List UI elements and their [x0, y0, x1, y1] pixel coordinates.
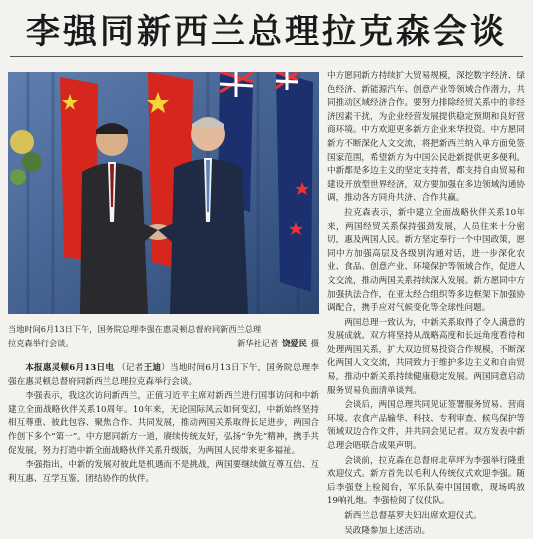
- lead-text: 当地时间6月13日下午，国务院总理李强在惠灵顿总督府同新西兰总理拉克森举行会谈。: [8, 363, 319, 387]
- caption-line-2: [8, 336, 319, 350]
- byline-suffix: ）: [161, 363, 171, 373]
- byline-prefix: （记者: [117, 363, 144, 373]
- paragraph: 李强指出，中新的发展对彼此是机遇而不是挑战，两国要继续做互尊互信、互利互惠、互学互鉴，团结协作的伙伴。: [8, 460, 319, 484]
- paragraph: 李强表示，我这次访问新西兰，正值习近平主席对新西兰进行国事访问和中新建立全面战略伙伴关系10周年。10年来，无论国际风云如何变幻，中新始终坚持相互尊重、彼此包容、聚焦合作、共同发展，推动两国关系取得长足进步，两国合作创下多个“第一”。中方愿同新方一道，赓续传统友好，弘扬“争先”精神，携手共促发展，努力打造中新全面战略伙伴关系升级版，为两国人民带来更多福祉。: [8, 391, 319, 456]
- paragraph: 中方愿同新方持续扩大贸易规模，深挖数字经济、绿色经济、新能源汽车、创意产业等领域合作潜力，共同推动区域经济合作。要努力排除经贸关系中的非经济因素干扰，为企业经营发展提供稳定预期和良好营商环境。中方欢迎更多新方企业来华投资。中方愿同新方不断深化人文交流，将把新西兰纳入单方面免签国家范围，希望新方为中国公民赴新提供更多便利。中新都是多边主义的坚定支持者，都支持自由贸易和建设开放型世界经济，双方要加强在多边领域沟通协调，推动各方同舟共济、合作共赢。: [327, 71, 525, 204]
- paragraph: 两国总理一致认为，中新关系取得了令人满意的发展成就。双方将坚持从战略高度和长远角度看待和处理两国关系，扩大双边贸易投资合作规模，不断深化两国人文交流，共同致力于维护多边主义和自由贸易，推动中新关系持续健康稳定发展。两国同意启动服务贸易负面清单谈判。: [327, 317, 525, 396]
- credit-name: 饶爱民: [282, 338, 307, 348]
- headline: 李强同新西兰总理拉克森会谈: [26, 12, 507, 52]
- byline-name: 王迪: [143, 363, 162, 373]
- paragraph: 会谈后，两国总理共同见证签署服务贸易、营商环境、农食产品输华、科技、专利审查、候鸟保护等领域双边合作文件，并共同会见记者。双方发表中新总理会晤联合成果声明。: [327, 400, 525, 452]
- paragraph: 拉克森表示，新中建立全面战略伙伴关系10年来，两国经贸关系保持强劲发展，人员往来十分密切，惠及两国人民。新方坚定奉行一个中国政策，愿同中方加强高层及各级别沟通对话，进一步深化农业、食品、创意产业、环境保护等领域合作，促进人文交流，推动两国关系持续深入发展。新方愿同中方加强执法合作，在亚太经合组织等多边框架下加强协调配合，携手应对气候变化等全球性问题。: [327, 207, 525, 314]
- paragraph: 会谈前，拉克森在总督府北草坪为李强举行隆重欢迎仪式。新方首先以毛利人传统仪式欢迎李强。随后李强登上检阅台，军乐队奏中国国歌，现场鸣放19响礼炮。李强检阅了仪仗队。: [327, 455, 525, 507]
- caption-line-1: 当地时间6月13日下午，国务院总理李强在惠灵顿总督府同新西兰总理: [8, 324, 262, 334]
- paragraph: 新西兰总督基罗夫妇出席欢迎仪式。: [344, 511, 482, 521]
- lead-paragraph: [8, 362, 319, 389]
- headline-rule: [10, 56, 523, 57]
- paragraph: 吴政隆参加上述活动。: [344, 525, 431, 536]
- credit-prefix: 新华社记者: [237, 338, 279, 348]
- caption-line-2-text: 拉克森举行会谈。: [8, 338, 74, 348]
- credit-suffix: 摄: [310, 338, 319, 348]
- dateline: 本报惠灵顿6月13日电: [25, 363, 115, 373]
- right-column: [327, 70, 525, 539]
- news-photo: [8, 72, 319, 314]
- left-column: [8, 362, 319, 487]
- photo-caption: [8, 322, 319, 350]
